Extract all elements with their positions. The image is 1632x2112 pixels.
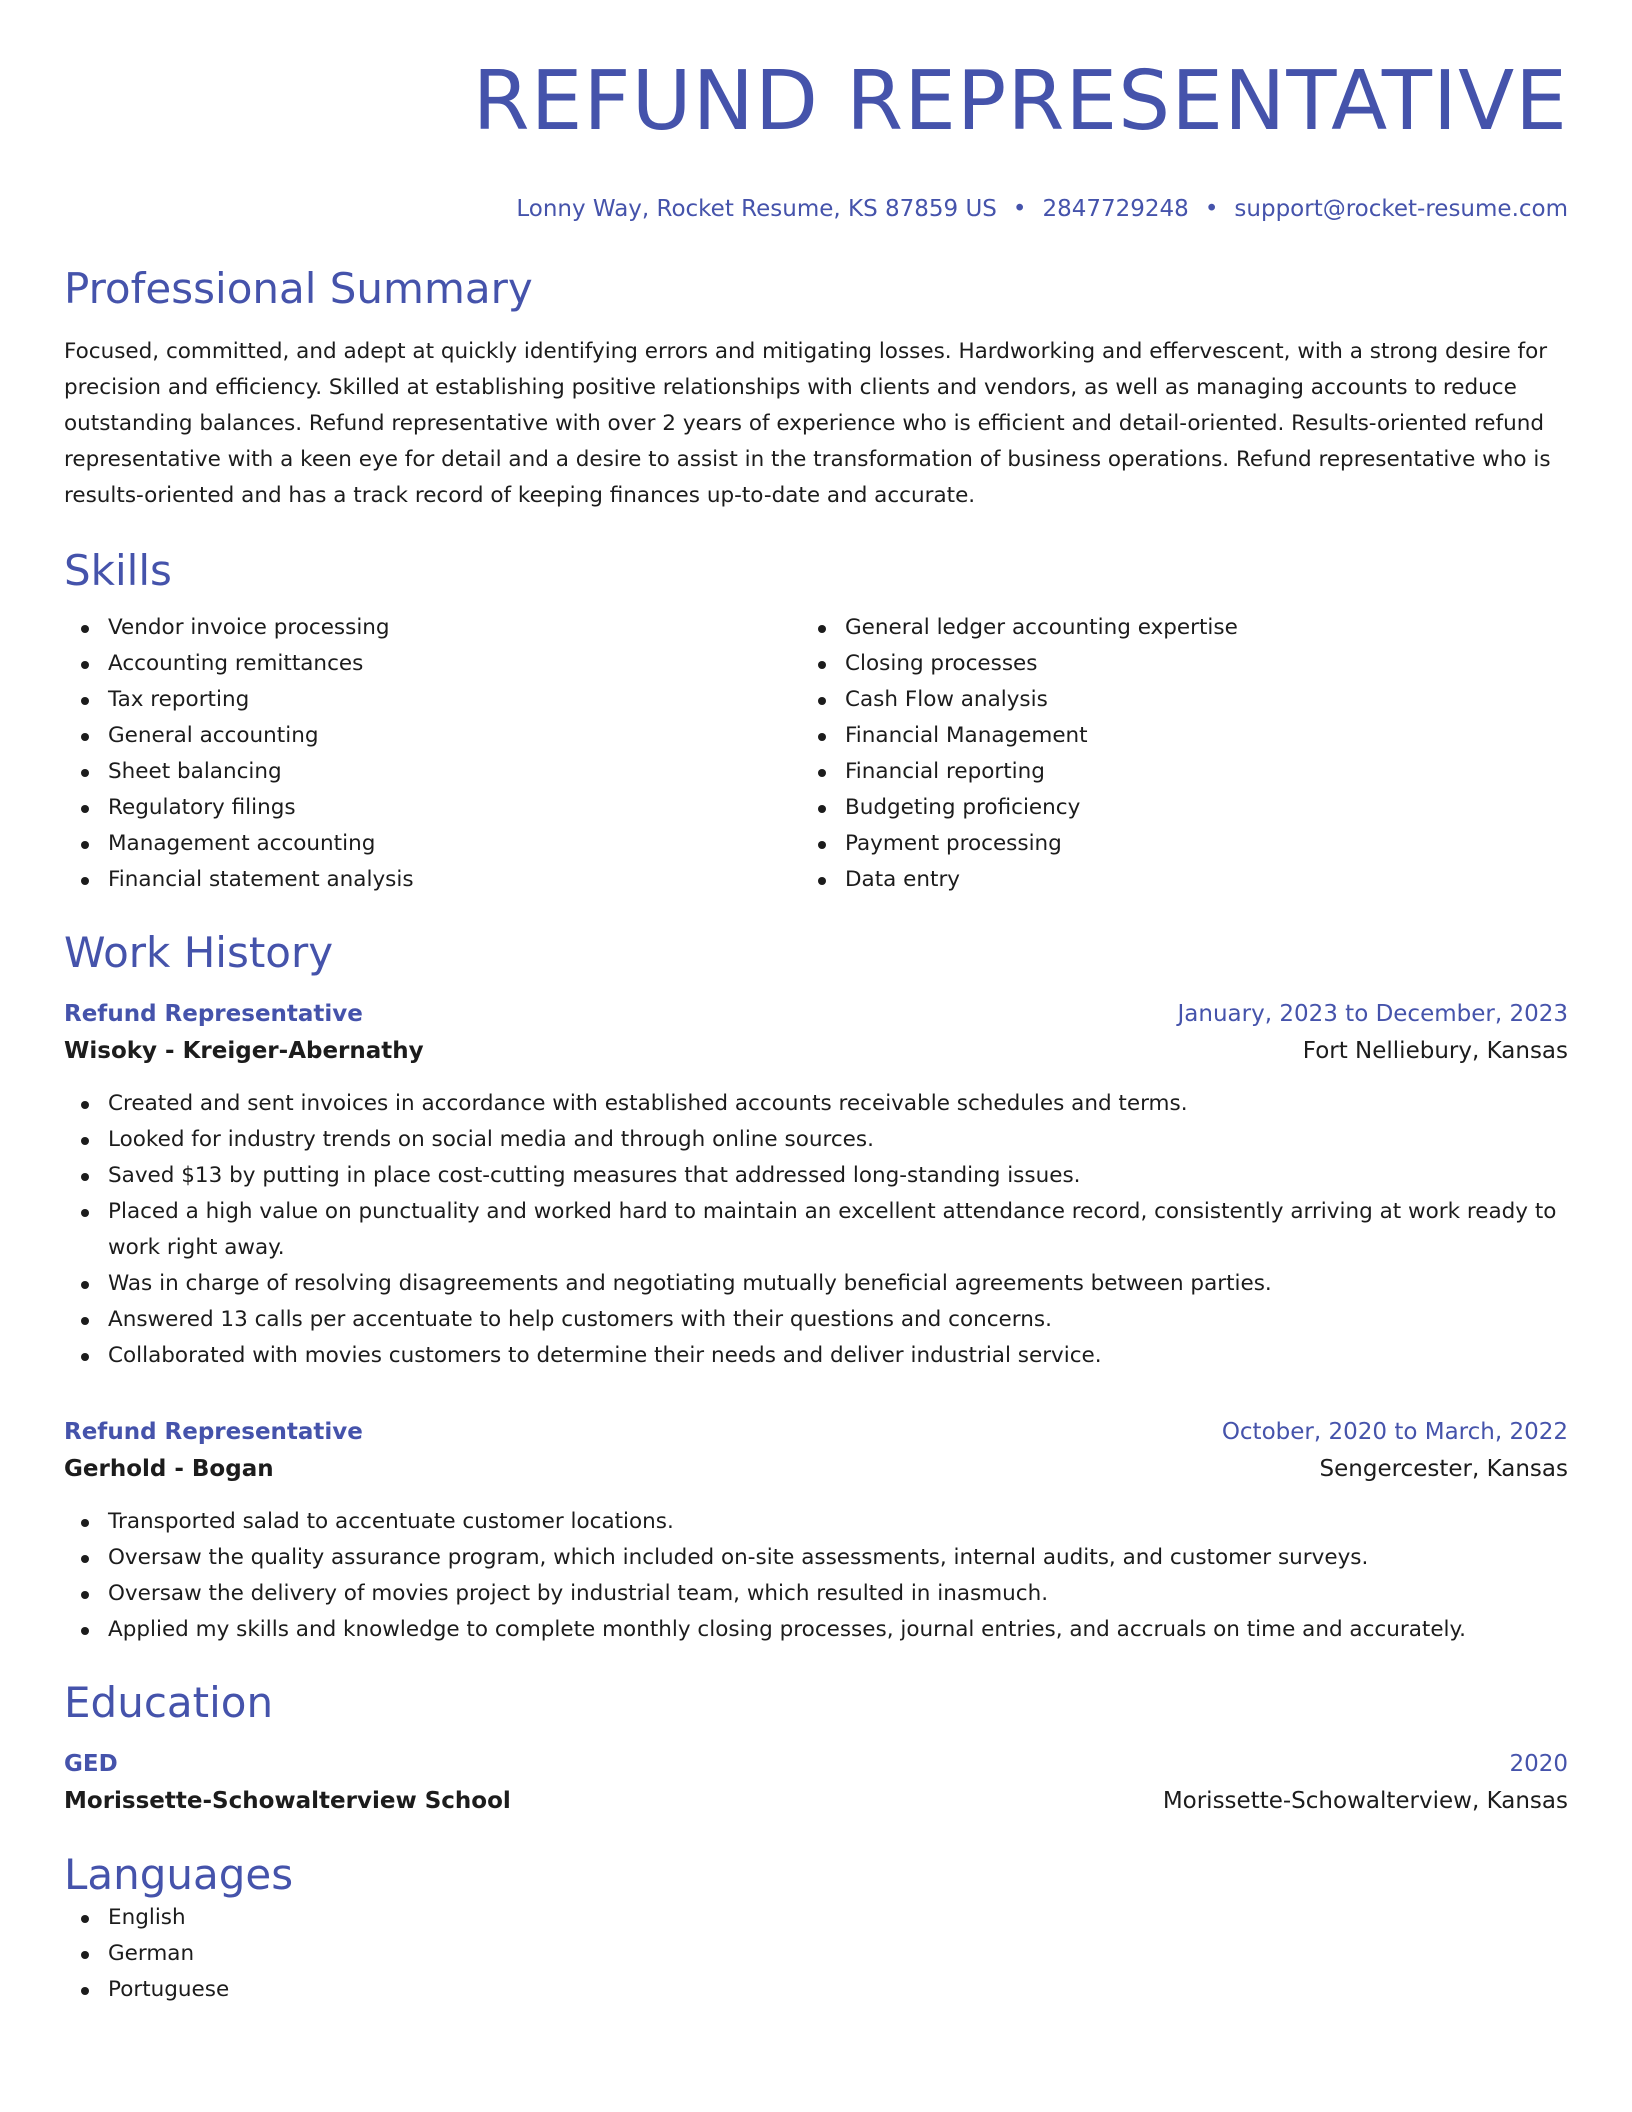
languages-section	[64, 1850, 1568, 2008]
skills-column-right	[801, 610, 1538, 898]
job-bullet: Answered 13 calls per accentuate to help customers with their questions and concerns.	[64, 1302, 1568, 1338]
education-degree-row	[64, 1746, 1568, 1782]
contact-line	[64, 194, 1568, 224]
job-title-row	[64, 996, 1568, 1032]
job-employer-row	[64, 1450, 1568, 1488]
job-role: Refund Representative	[64, 1419, 363, 1445]
job-employer-row	[64, 1032, 1568, 1070]
skill-item: Closing processes	[801, 646, 1538, 682]
skills-column-left	[64, 610, 801, 898]
languages-heading: Languages	[64, 1850, 294, 1899]
education-section	[64, 1678, 1568, 1820]
contact-phone: 2847729248	[1042, 196, 1189, 222]
job-entry	[64, 1414, 1568, 1648]
language-item: English	[64, 1900, 1568, 1936]
education-year: 2020	[1509, 1751, 1568, 1777]
skill-item: Budgeting proficiency	[801, 790, 1538, 826]
contact-email: support@rocket-resume.com	[1234, 196, 1568, 222]
job-entry	[64, 996, 1568, 1374]
summary-heading: Professional Summary	[64, 264, 533, 313]
job-bullets	[64, 1086, 1568, 1374]
skills-section	[64, 546, 1568, 898]
education-school: Morissette-Schowalterview School	[64, 1788, 511, 1814]
job-dates: January, 2023 to December, 2023	[1177, 1001, 1568, 1027]
job-bullet: Placed a high value on punctuality and worked hard to maintain an excellent attendance record, consistently arriving at work ready to work right away.	[64, 1194, 1568, 1266]
summary-section	[64, 264, 1568, 514]
language-item: German	[64, 1936, 1568, 1972]
skill-item: Accounting remittances	[64, 646, 801, 682]
job-role: Refund Representative	[64, 1001, 363, 1027]
contact-separator: •	[1012, 196, 1027, 222]
job-employer: Gerhold - Bogan	[64, 1456, 274, 1482]
education-school-row	[64, 1782, 1568, 1820]
skills-list-right	[801, 610, 1538, 898]
skill-item: General ledger accounting expertise	[801, 610, 1538, 646]
job-bullet: Saved $13 by putting in place cost-cutting measures that addressed long-standing issues.	[64, 1158, 1568, 1194]
skill-item: General accounting	[64, 718, 801, 754]
skills-list-left	[64, 610, 801, 898]
languages-list	[64, 1900, 1568, 2008]
contact-address: Lonny Way, Rocket Resume, KS 87859 US	[516, 196, 997, 222]
skill-item: Financial reporting	[801, 754, 1538, 790]
job-bullet: Oversaw the delivery of movies project by industrial team, which resulted in inasmuch.	[64, 1576, 1568, 1612]
job-dates: October, 2020 to March, 2022	[1221, 1419, 1568, 1445]
skill-item: Cash Flow analysis	[801, 682, 1538, 718]
job-bullet: Created and sent invoices in accordance with established accounts receivable schedules and terms.	[64, 1086, 1568, 1122]
contact-separator: •	[1204, 196, 1219, 222]
skill-item: Data entry	[801, 862, 1538, 898]
job-location: Sengercester, Kansas	[1319, 1456, 1568, 1482]
work-history-section	[64, 928, 1568, 1648]
job-title-row	[64, 1414, 1568, 1450]
education-heading: Education	[64, 1678, 274, 1727]
skills-grid	[64, 610, 1568, 898]
education-entry	[64, 1746, 1568, 1820]
language-item: Portuguese	[64, 1972, 1568, 2008]
skill-item: Financial statement analysis	[64, 862, 801, 898]
resume-header	[64, 56, 1568, 224]
summary-text: Focused, committed, and adept at quickly identifying errors and mitigating losses. Hardworking and effervescent, with a strong desire for precision and efficiency. Skilled at establishing positive relationships with clients and vendors, as well as managing accounts to reduce outstanding balances. Refund representative with over 2 years of experience who is efficient and detail-oriented. Results-oriented refund representative with a keen eye for detail and a desire to assist in the transformation of business operations. Refund representative who is results-oriented and has a track record of keeping finances up-to-date and accurate.	[64, 339, 1551, 508]
job-employer: Wisoky - Kreiger-Abernathy	[64, 1038, 424, 1064]
job-bullets	[64, 1504, 1568, 1648]
skill-item: Regulatory filings	[64, 790, 801, 826]
skill-item: Vendor invoice processing	[64, 610, 801, 646]
skill-item: Management accounting	[64, 826, 801, 862]
job-bullet: Collaborated with movies customers to determine their needs and deliver industrial service.	[64, 1338, 1568, 1374]
job-bullet: Looked for industry trends on social media and through online sources.	[64, 1122, 1568, 1158]
skill-item: Payment processing	[801, 826, 1538, 862]
work-history-heading: Work History	[64, 928, 334, 977]
job-bullet: Oversaw the quality assurance program, which included on-site assessments, internal audits, and customer surveys.	[64, 1540, 1568, 1576]
resume-title: REFUND REPRESENTATIVE	[472, 54, 1568, 149]
skills-heading: Skills	[64, 546, 172, 595]
skill-item: Sheet balancing	[64, 754, 801, 790]
job-bullet: Transported salad to accentuate customer locations.	[64, 1504, 1568, 1540]
education-degree: GED	[64, 1751, 118, 1777]
skill-item: Tax reporting	[64, 682, 801, 718]
job-location: Fort Nelliebury, Kansas	[1302, 1038, 1568, 1064]
skill-item: Financial Management	[801, 718, 1538, 754]
job-bullet: Was in charge of resolving disagreements and negotiating mutually beneficial agreements between parties.	[64, 1266, 1568, 1302]
job-bullet: Applied my skills and knowledge to complete monthly closing processes, journal entries, and accruals on time and accurately.	[64, 1612, 1568, 1648]
education-location: Morissette-Schowalterview, Kansas	[1162, 1788, 1568, 1814]
